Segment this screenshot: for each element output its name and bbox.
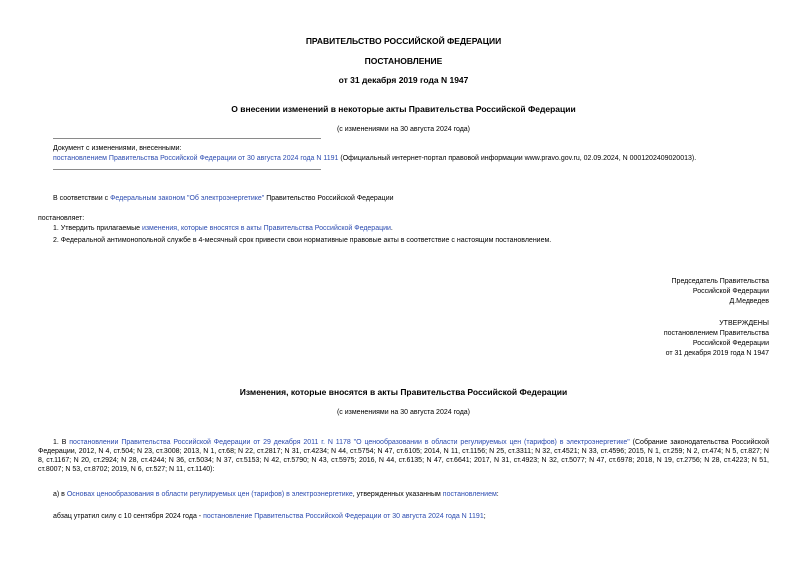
resolution-link[interactable]: постановлением (442, 491, 497, 498)
signature-line-1: Председатель Правительства (671, 278, 769, 285)
annex-paragraph-1 (38, 438, 769, 474)
p1-prefix: 1. В (53, 439, 70, 446)
pa-prefix: а) в (53, 491, 67, 498)
signature-line-2: Российской Федерации (692, 288, 769, 295)
changes-label: Документ с изменениями, внесенными: (53, 145, 182, 152)
void-suffix: ; (483, 513, 486, 520)
doc-date-number: от 31 декабря 2019 года N 1947 (338, 75, 469, 85)
signature-name: Д.Медведев (729, 298, 769, 305)
amendment-link[interactable]: постановлением Правительства Российской Федерации от 30 августа 2024 года N 1191 (53, 155, 339, 162)
changes-line (53, 154, 696, 163)
approved-line-2: постановлением Правительства (663, 330, 769, 337)
void-prefix: абзац утратил силу с 10 сентября 2024 года - (53, 513, 204, 520)
pa-mid: , утвержденных указанным (352, 491, 443, 498)
changes-link[interactable]: изменения, которые вносятся в акты Правительства Российской Федерации (141, 225, 391, 232)
annex-subparagraph-a (53, 490, 499, 499)
preamble (53, 194, 394, 203)
item-1-suffix: . (390, 225, 393, 232)
preamble-prefix: В соответствии с (53, 195, 111, 202)
amended-note: (с изменениями на 30 августа 2024 года) (336, 126, 471, 133)
item-1-prefix: 1. Утвердить прилагаемые (53, 225, 142, 232)
resolution-1178-link[interactable]: постановлении Правительства Российской Федерации от 29 декабря 2011 г. N 1178 "О ценообразовании в области регулируемых цен (тарифов) в электроэнергетике" (69, 439, 630, 446)
approved-line-4: от 31 декабря 2019 года N 1947 (665, 350, 769, 357)
resolves-text: постановляет: (38, 215, 85, 222)
pricing-basics-link[interactable]: Основах ценообразования в области регулируемых цен (тарифов) в электроэнергетике (66, 491, 353, 498)
preamble-suffix: Правительство Российской Федерации (264, 195, 394, 202)
divider-bottom (53, 169, 321, 170)
org-title: ПРАВИТЕЛЬСТВО РОССИЙСКОЙ ФЕДЕРАЦИИ (305, 36, 502, 46)
approved-line-3: Российской Федерации (692, 340, 769, 347)
doc-type: ПОСТАНОВЛЕНИЕ (364, 56, 443, 66)
p1-text: (Собрание законодательства Российской Федерации, 2012, N 4, ст.504; N 23, ст.3008; 2013, N 1, ст.68; N 22, ст.2817; N 31, ст.4234; N 44, ст.5754; N 47, ст.6105; 2014, N 11, ст.1156; N 25, ст.3311; N 32, ст.4521; N 33, ст.4596; 2015, N 1, ст.259; N 2, ст.474; N 5, ст.827; N 8, ст.1167; N 20, ст.2924; N 28, ст.4244; N 36, ст.5034; N 37, ст.5153; N 42, ст.5790; N 43, ст.5975; 2016, N 44, ст.6135; N 47, ст.6641; 2017, N 31, ст.4923; N 32, ст.5077; N 47, ст.6978; 2018, N 19, ст.2756; N 28, ст.4223; N 51, ст.8007; N 53, ст.8702; 2019, N 6, ст.527; N 11, ст.1140): (38, 439, 770, 473)
item-1 (53, 224, 393, 233)
resolution-1191-link[interactable]: постановление Правительства Российской Федерации от 30 августа 2024 года N 1191 (203, 513, 484, 520)
divider-top (53, 138, 321, 139)
federal-law-link[interactable]: Федеральным законом "Об электроэнергетике" (110, 195, 265, 202)
item-2: 2. Федеральной антимонопольной службе в 4-месячный срок привести свои нормативные правовые акты в соответствие с настоящим постановлением. (53, 237, 552, 244)
approved-line-1: УТВЕРЖДЕНЫ (719, 320, 769, 327)
pa-suffix: : (496, 491, 499, 498)
void-paragraph (53, 512, 486, 521)
annex-title: Изменения, которые вносятся в акты Правительства Российской Федерации (239, 387, 568, 397)
changes-source: (Официальный интернет-портал правовой информации www.pravo.gov.ru, 02.09.2024, N 0001202409020013). (338, 155, 697, 162)
annex-amended-note: (с изменениями на 30 августа 2024 года) (336, 409, 471, 416)
doc-title: О внесении изменений в некоторые акты Правительства Российской Федерации (231, 104, 576, 114)
